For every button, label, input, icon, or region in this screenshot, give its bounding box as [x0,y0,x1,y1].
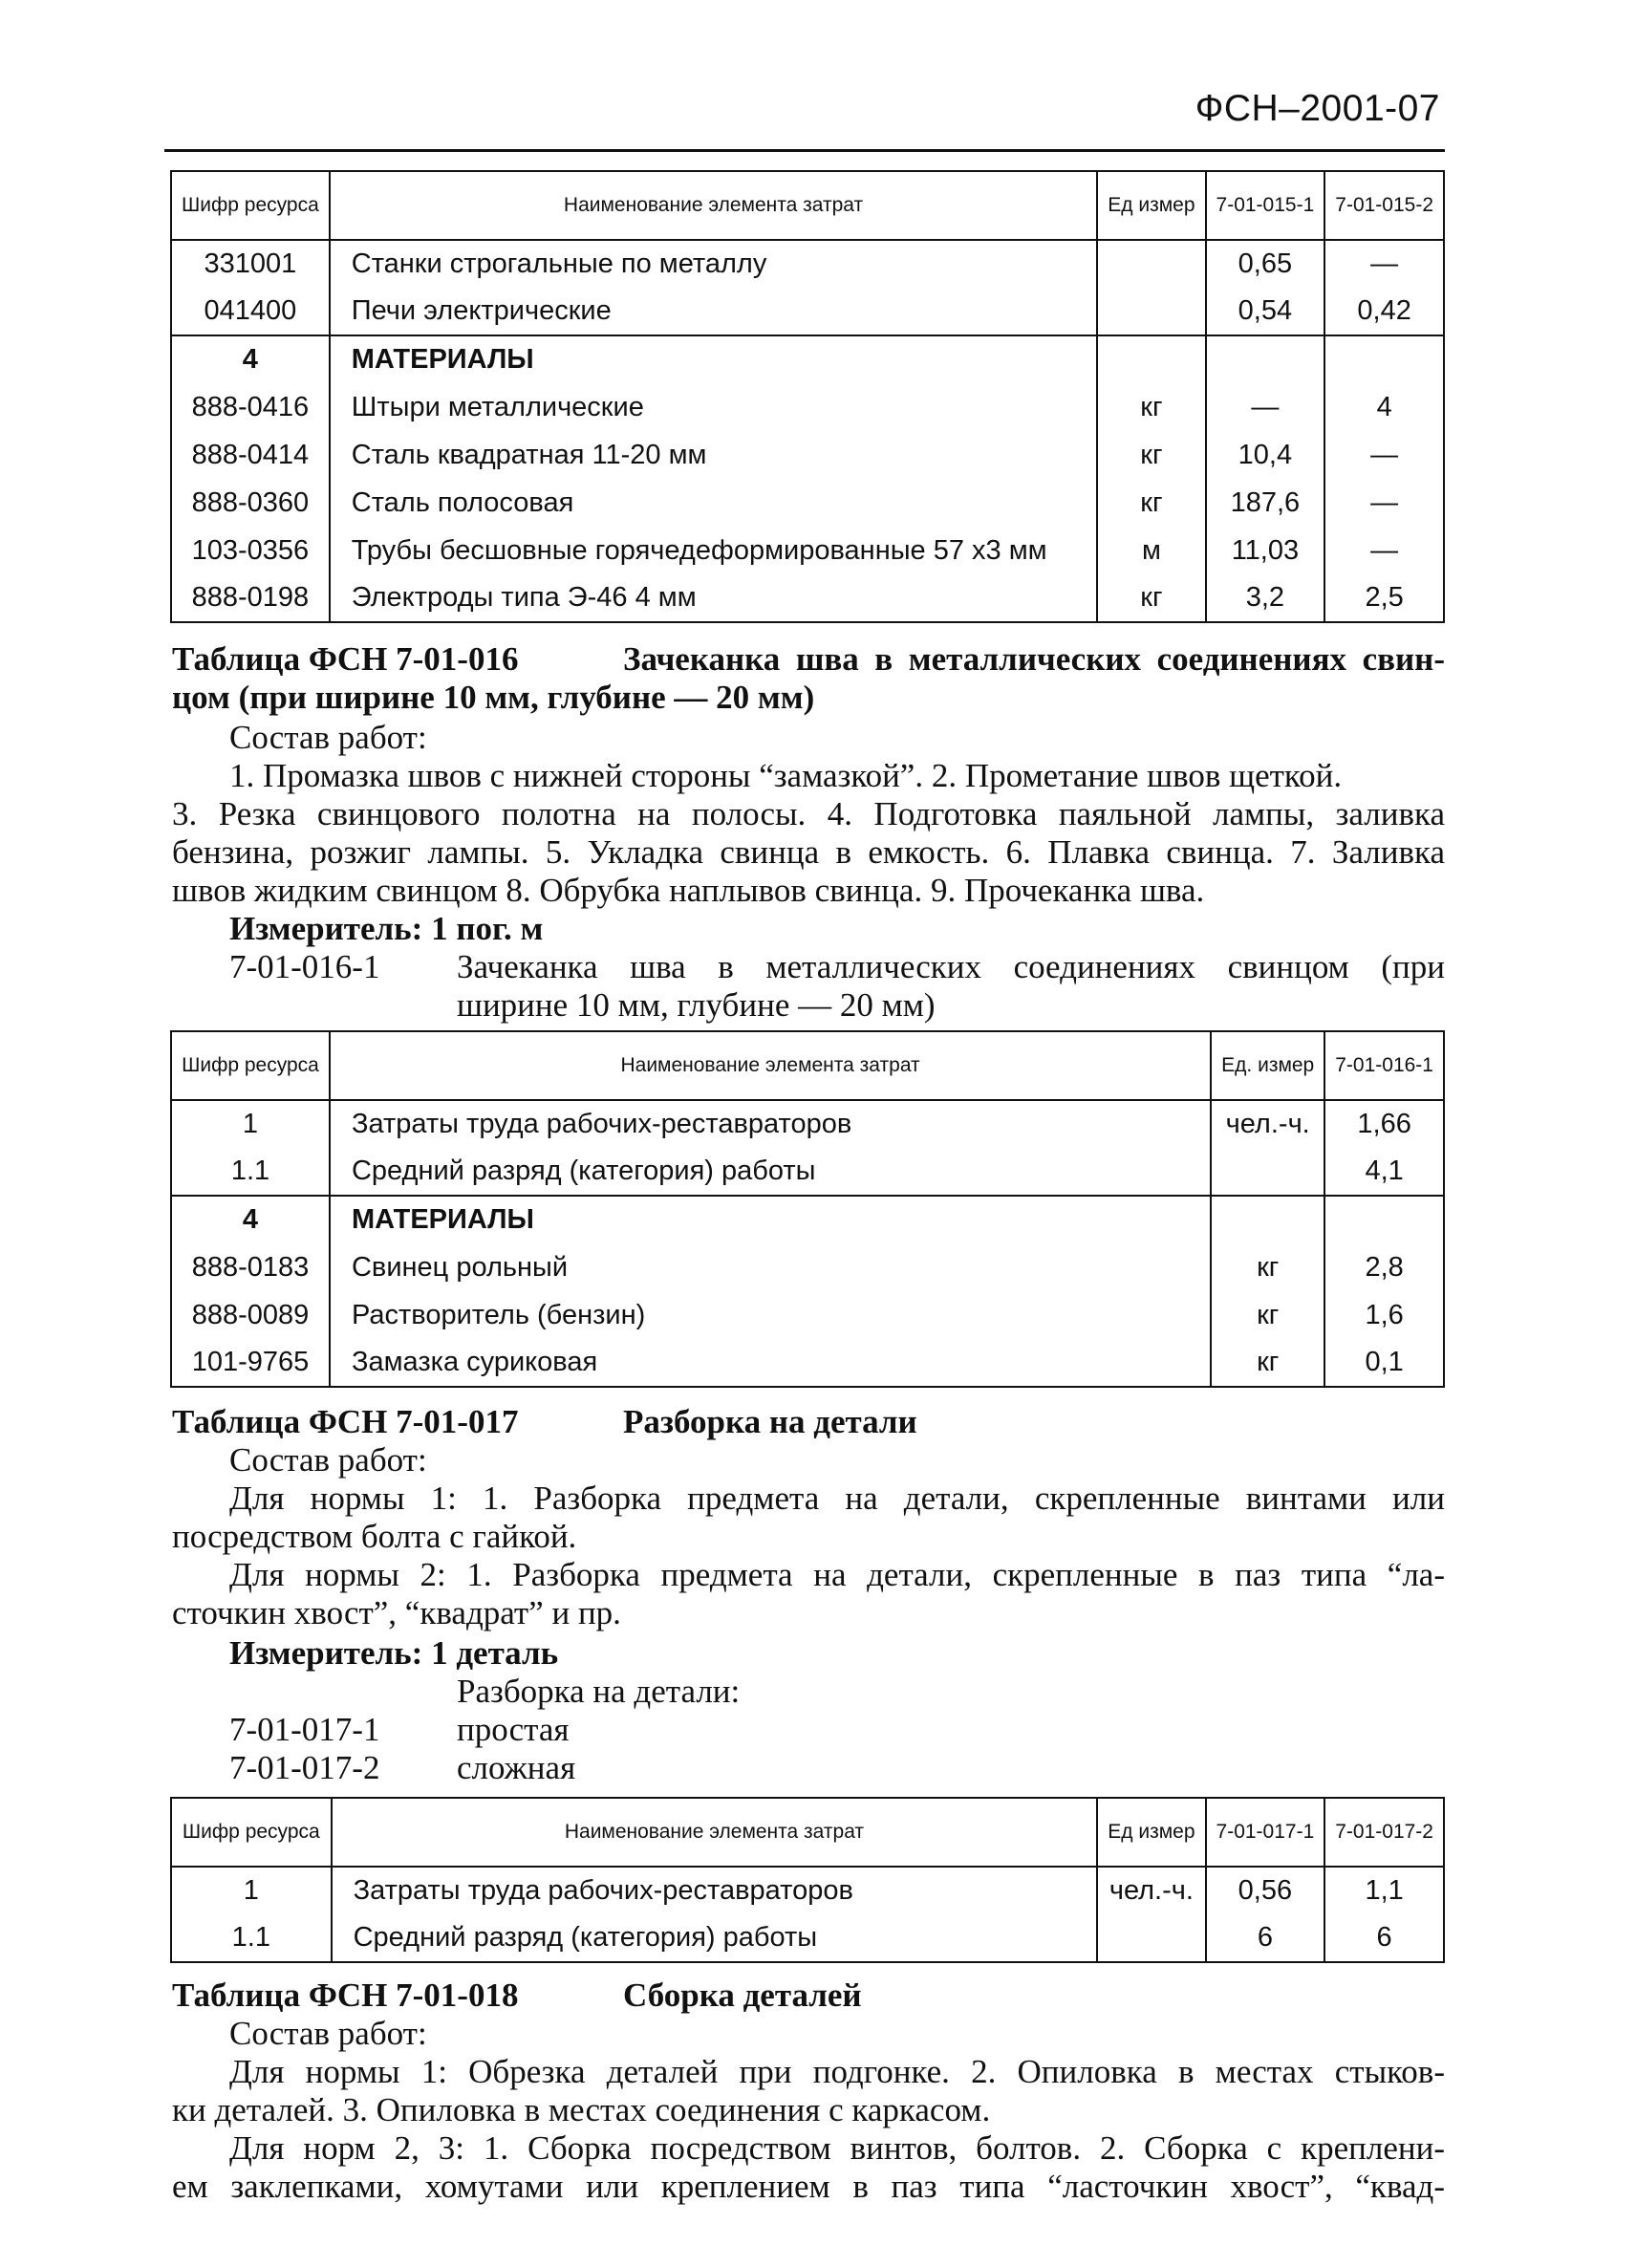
cell-name: Штыри металлические [330,383,1098,431]
table-row [171,479,1444,527]
cell-unit: кг [1211,1291,1324,1339]
table-row [171,1243,1444,1291]
cell-value: 1,1 [1324,1867,1444,1914]
cell-value: 3,2 [1206,574,1325,622]
work-text-line: сточкин хвост”, “квадрат” и пр. [172,1594,621,1631]
norm-name: ширине 10 мм, глубине — 20 мм) [457,986,936,1024]
cell-name: Замазка суриковая [330,1339,1211,1387]
cell-code: 888-0414 [171,431,330,479]
cell-unit: кг [1097,479,1205,527]
cell-name: Печи электрические [330,288,1098,335]
cell-code: 1.1 [171,1148,330,1196]
work-composition-label: Состав работ: [229,2015,427,2052]
cell-unit: м [1097,527,1205,574]
cell-value: 11,03 [1206,527,1325,574]
table-row [171,527,1444,574]
table-7-01-016 [170,1030,1445,1388]
table-subtitle-016-line1: Зачеканка шва в металлических соединениях свин- [623,640,1445,678]
col-header-norm: 7-01-016-1 [1324,1031,1444,1100]
work-text-line: Для норм 2, 3: 1. Сборка посредством винтов, болтов. 2. Сборка с креплени- [229,2129,1445,2167]
cell-value [1206,335,1325,383]
table-row [171,240,1444,288]
table-row [171,1914,1444,1962]
cell-unit [1097,240,1205,288]
cell-name: Станки строгальные по металлу [330,240,1098,288]
cell-code: 103-0356 [171,527,330,574]
table-title-016: Таблица ФСН 7-01-016 [172,640,519,678]
cell-name: Средний разряд (категория) работы [332,1914,1098,1962]
cell-code: 331001 [171,240,330,288]
cell-name: Сталь полосовая [330,479,1098,527]
table-subtitle-016-line2: цом (при ширине 10 мм, глубине — 20 мм) [172,679,815,716]
col-header-unit: Ед. измер [1211,1031,1324,1100]
table-row [171,1291,1444,1339]
cell-name: Средний разряд (категория) работы [330,1148,1211,1196]
work-text-line: ем заклепками, хомутами или креплением в паз типа “ласточкин хвост”, “квад- [172,2168,1445,2205]
table-row [171,1339,1444,1387]
col-header-name: Наименование элемента затрат [330,171,1098,240]
cell-unit [1097,335,1205,383]
cell-unit: кг [1097,574,1205,622]
cell-unit [1211,1148,1324,1196]
cell-value: 0,54 [1206,288,1325,335]
table-subtitle-017: Разборка на детали [623,1403,917,1440]
cell-unit: кг [1097,431,1205,479]
cell-value: 0,42 [1324,288,1444,335]
cell-code: 1 [171,1867,332,1914]
cell-name: Электроды типа Э-46 4 мм [330,574,1098,622]
norm-name: простая [457,1711,570,1748]
work-text-line: посредством болта с гайкой. [172,1518,577,1555]
table-title-017: Таблица ФСН 7-01-017 [172,1403,519,1440]
cell-value: 187,6 [1206,479,1325,527]
table-title-018: Таблица ФСН 7-01-018 [172,1976,519,2014]
cell-code: 888-0416 [171,383,330,431]
col-header-norm: 7-01-017-1 [1206,1798,1325,1867]
cell-name: Трубы бесшовные горячедеформированные 57 х3 мм [330,527,1098,574]
norm-code: 7-01-016-1 [229,948,380,985]
table-row [171,1148,1444,1196]
table-row [171,431,1444,479]
page-header-code: ФСН–2001-07 [1195,88,1440,129]
table-7-01-015 [170,170,1445,623]
cell-value: — [1324,527,1444,574]
cell-value: 2,5 [1324,574,1444,622]
cell-unit: кг [1211,1243,1324,1291]
norm-name: сложная [457,1749,576,1786]
cell-name: Затраты труда рабочих-реставраторов [332,1867,1098,1914]
col-header-norm: 7-01-015-1 [1206,171,1325,240]
cell-section-name: МАТЕРИАЛЫ [330,1196,1211,1243]
cell-code: 888-0089 [171,1291,330,1339]
cell-code: 4 [171,335,330,383]
table-7-01-017 [170,1797,1445,1963]
work-text-line: бензина, розжиг лампы. 5. Укладка свинца в емкость. 6. Плавка свинца. 7. Заливка [172,833,1445,871]
cell-code: 041400 [171,288,330,335]
cell-unit: чел.-ч. [1097,1867,1205,1914]
work-text-line: Для нормы 1: Обрезка деталей при подгонке. 2. Опиловка в местах стыков- [229,2053,1445,2090]
meter-label: Измеритель: 1 пог. м [229,910,544,947]
work-text-line: Для нормы 2: 1. Разборка предмета на детали, скрепленные в паз типа “ла- [229,1556,1445,1593]
table-row [171,335,1444,383]
table-row [171,1867,1444,1914]
col-header-code: Шифр ресурса [171,1031,330,1100]
cell-value [1324,1196,1444,1243]
cell-value: 6 [1206,1914,1325,1962]
cell-section-name: МАТЕРИАЛЫ [330,335,1098,383]
col-header-norm: 7-01-015-2 [1324,171,1444,240]
cell-value: 4,1 [1324,1148,1444,1196]
work-text-line: 3. Резка свинцового полотна на полосы. 4. Подготовка паяльной лампы, заливка [172,795,1445,832]
cell-code: 4 [171,1196,330,1243]
col-header-name: Наименование элемента затрат [330,1031,1211,1100]
table-row [171,574,1444,622]
cell-value: 1,6 [1324,1291,1444,1339]
cell-value: 1,66 [1324,1100,1444,1148]
norm-group-name: Разборка на детали: [457,1673,741,1710]
work-text-line: швов жидким свинцом 8. Обрубка наплывов свинца. 9. Прочеканка шва. [172,872,1205,909]
col-header-unit: Ед измер [1097,171,1205,240]
cell-unit: кг [1097,383,1205,431]
cell-value: 0,65 [1206,240,1325,288]
table-row [171,1196,1444,1243]
cell-code: 101-9765 [171,1339,330,1387]
cell-value: — [1324,240,1444,288]
col-header-name: Наименование элемента затрат [332,1798,1098,1867]
cell-name: Растворитель (бензин) [330,1291,1211,1339]
cell-value: 2,8 [1324,1243,1444,1291]
header-rule [164,149,1445,152]
cell-unit [1097,1914,1205,1962]
col-header-code: Шифр ресурса [171,1798,332,1867]
table-row [171,288,1444,335]
table-row [171,1100,1444,1148]
cell-name: Свинец рольный [330,1243,1211,1291]
work-text-line: Для нормы 1: 1. Разборка предмета на детали, скрепленные винтами или [229,1480,1445,1517]
cell-value [1324,335,1444,383]
table-subtitle-018: Сборка деталей [623,1976,862,2014]
cell-value: 0,1 [1324,1339,1444,1387]
cell-value: 10,4 [1206,431,1325,479]
cell-unit [1097,288,1205,335]
norm-code: 7-01-017-2 [229,1749,380,1786]
work-text-line: ки деталей. 3. Опиловка в местах соединения с каркасом. [172,2091,991,2128]
cell-value: 4 [1324,383,1444,431]
cell-name: Затраты труда рабочих-реставраторов [330,1100,1211,1148]
cell-unit [1211,1196,1324,1243]
col-header-unit: Ед измер [1097,1798,1205,1867]
cell-code: 1.1 [171,1914,332,1962]
norm-code: 7-01-017-1 [229,1711,380,1748]
cell-value: — [1324,479,1444,527]
cell-value: — [1324,431,1444,479]
table-row [171,383,1444,431]
work-composition-label: Состав работ: [229,1441,427,1479]
cell-code: 1 [171,1100,330,1148]
col-header-norm: 7-01-017-2 [1324,1798,1444,1867]
norm-name: Зачеканка шва в металлических соединениях свинцом (при [457,948,1445,985]
cell-code: 888-0198 [171,574,330,622]
cell-value: 0,56 [1206,1867,1325,1914]
work-composition-label: Состав работ: [229,719,427,756]
cell-value: — [1206,383,1325,431]
cell-value: 6 [1324,1914,1444,1962]
work-text-line: 1. Промазка швов с нижней стороны “замазкой”. 2. Прометание швов щеткой. [229,757,1343,794]
cell-unit: чел.-ч. [1211,1100,1324,1148]
cell-unit: кг [1211,1339,1324,1387]
meter-label: Измеритель: 1 деталь [229,1634,559,1672]
cell-code: 888-0360 [171,479,330,527]
cell-name: Сталь квадратная 11-20 мм [330,431,1098,479]
col-header-code: Шифр ресурса [171,171,330,240]
cell-code: 888-0183 [171,1243,330,1291]
